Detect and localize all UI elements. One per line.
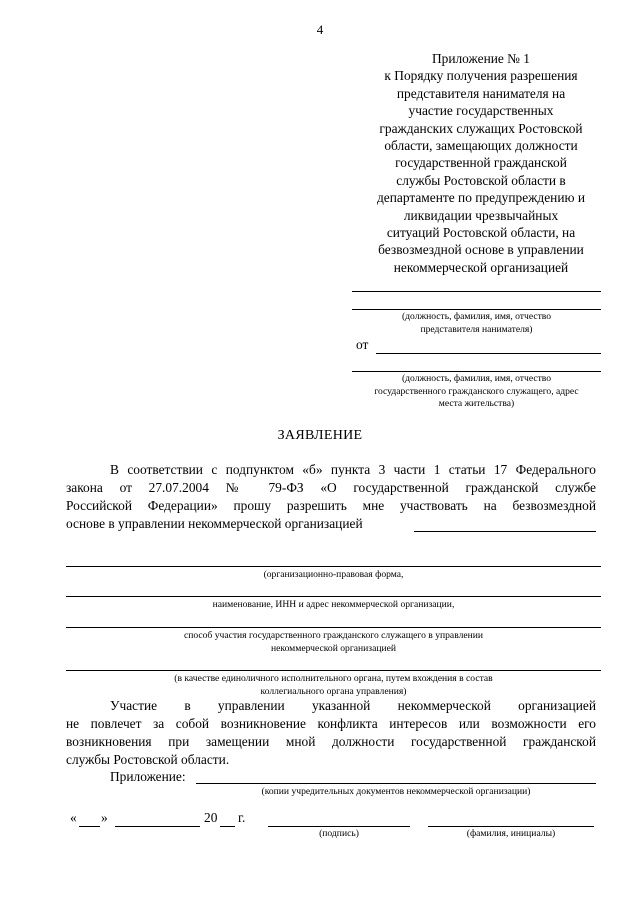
appendix-header	[356, 50, 606, 276]
to-caption-line: (должность, фамилия, имя, отчество	[401, 311, 552, 322]
from-line-1[interactable]	[376, 353, 601, 354]
paragraph-line: не повлечет за собой возникновение конфликта интересов или возможности его	[66, 716, 596, 731]
appendix-line: государственной гражданской	[395, 155, 567, 171]
month-field[interactable]	[115, 826, 200, 827]
attachment-caption: (копии учредительных документов некоммерческой организации)	[261, 786, 531, 797]
paragraph-line: закона от 27.07.2004 № 79-ФЗ «О государственной гражданской службе	[66, 480, 596, 495]
signature-caption: (подпись)	[319, 828, 359, 839]
year-prefix: 20	[204, 810, 218, 825]
appendix-line: участие государственных	[408, 103, 554, 119]
appendix-line: службы Ростовской области в	[396, 172, 566, 188]
name-initials-caption: (фамилия, инициалы)	[466, 828, 556, 839]
role-caption	[66, 673, 601, 698]
appendix-line: ликвидации чрезвычайных	[403, 207, 559, 223]
org-name-field[interactable]	[414, 531, 596, 532]
appendix-line: области, замещающих должности	[384, 138, 578, 154]
paragraph-line: В соответствии с подпунктом «б» пункта 3 части 1 статьи 17 Федерального	[110, 462, 596, 477]
role-caption-line: коллегиального органа управления)	[260, 685, 407, 697]
org-form-caption: (организационно-правовая форма,	[263, 569, 404, 580]
appendix-line: представителя нанимателя на	[396, 85, 566, 101]
from-line-2[interactable]	[352, 371, 601, 372]
paragraph-line: Участие в управлении указанной некоммерческой организацией	[110, 698, 596, 713]
paragraph-line: службы Ростовской области.	[66, 752, 230, 767]
year-field[interactable]	[220, 826, 235, 827]
paragraph-line: возникновения при замещении мной должности государственной гражданской	[66, 734, 596, 749]
signature-field[interactable]	[268, 826, 410, 827]
request-paragraph	[66, 461, 596, 533]
method-caption	[66, 630, 601, 655]
date-close-quote: »	[101, 810, 108, 825]
appendix-line: ситуаций Ростовской области, на	[386, 225, 576, 241]
appendix-line: гражданских служащих Ростовской	[379, 120, 583, 136]
appendix-line: Приложение № 1	[431, 51, 531, 66]
year-suffix: г.	[238, 810, 246, 825]
conflict-paragraph	[66, 697, 596, 769]
to-caption-line: представителя нанимателя)	[420, 323, 533, 335]
to-caption	[352, 311, 601, 336]
org-name-line[interactable]	[66, 596, 601, 597]
appendix-line: к Порядку получения разрешения	[384, 68, 578, 84]
attachment-field[interactable]	[196, 783, 596, 784]
to-line-2[interactable]	[352, 309, 601, 310]
document-title: ЗАЯВЛЕНИЕ	[277, 428, 363, 443]
role-caption-line: (в качестве единоличного исполнительного органа, путем вхождения в состав	[174, 673, 493, 684]
attachment-label: Приложение:	[110, 769, 186, 784]
date-open-quote: «	[70, 810, 77, 825]
from-caption	[352, 373, 601, 411]
method-line[interactable]	[66, 627, 601, 628]
paragraph-line: основе в управлении некоммерческой организацией	[66, 516, 363, 531]
from-caption-line: места жительства)	[438, 398, 515, 410]
name-initials-field[interactable]	[428, 826, 594, 827]
day-field[interactable]	[79, 826, 100, 827]
from-label: от	[356, 337, 369, 352]
from-caption-line: государственного гражданского служащего, адрес	[374, 385, 579, 397]
appendix-line: департаменте по предупреждению и	[376, 190, 586, 206]
method-caption-line: способ участия государственного гражданского служащего в управлении	[183, 630, 484, 641]
org-name-caption: наименование, ИНН и адрес некоммерческой организации,	[212, 599, 455, 610]
appendix-line: некоммерческой организацией	[393, 259, 569, 275]
paragraph-line: Российской Федерации» прошу разрешить мне участвовать на безвозмездной	[66, 498, 596, 513]
role-line[interactable]	[66, 670, 601, 671]
org-form-line[interactable]	[66, 566, 601, 567]
to-line-1[interactable]	[352, 291, 601, 292]
appendix-line: безвозмездной основе в управлении	[378, 242, 584, 258]
page-number: 4	[316, 22, 324, 37]
method-caption-line: некоммерческой организацией	[271, 642, 396, 654]
from-caption-line: (должность, фамилия, имя, отчество	[401, 373, 552, 384]
